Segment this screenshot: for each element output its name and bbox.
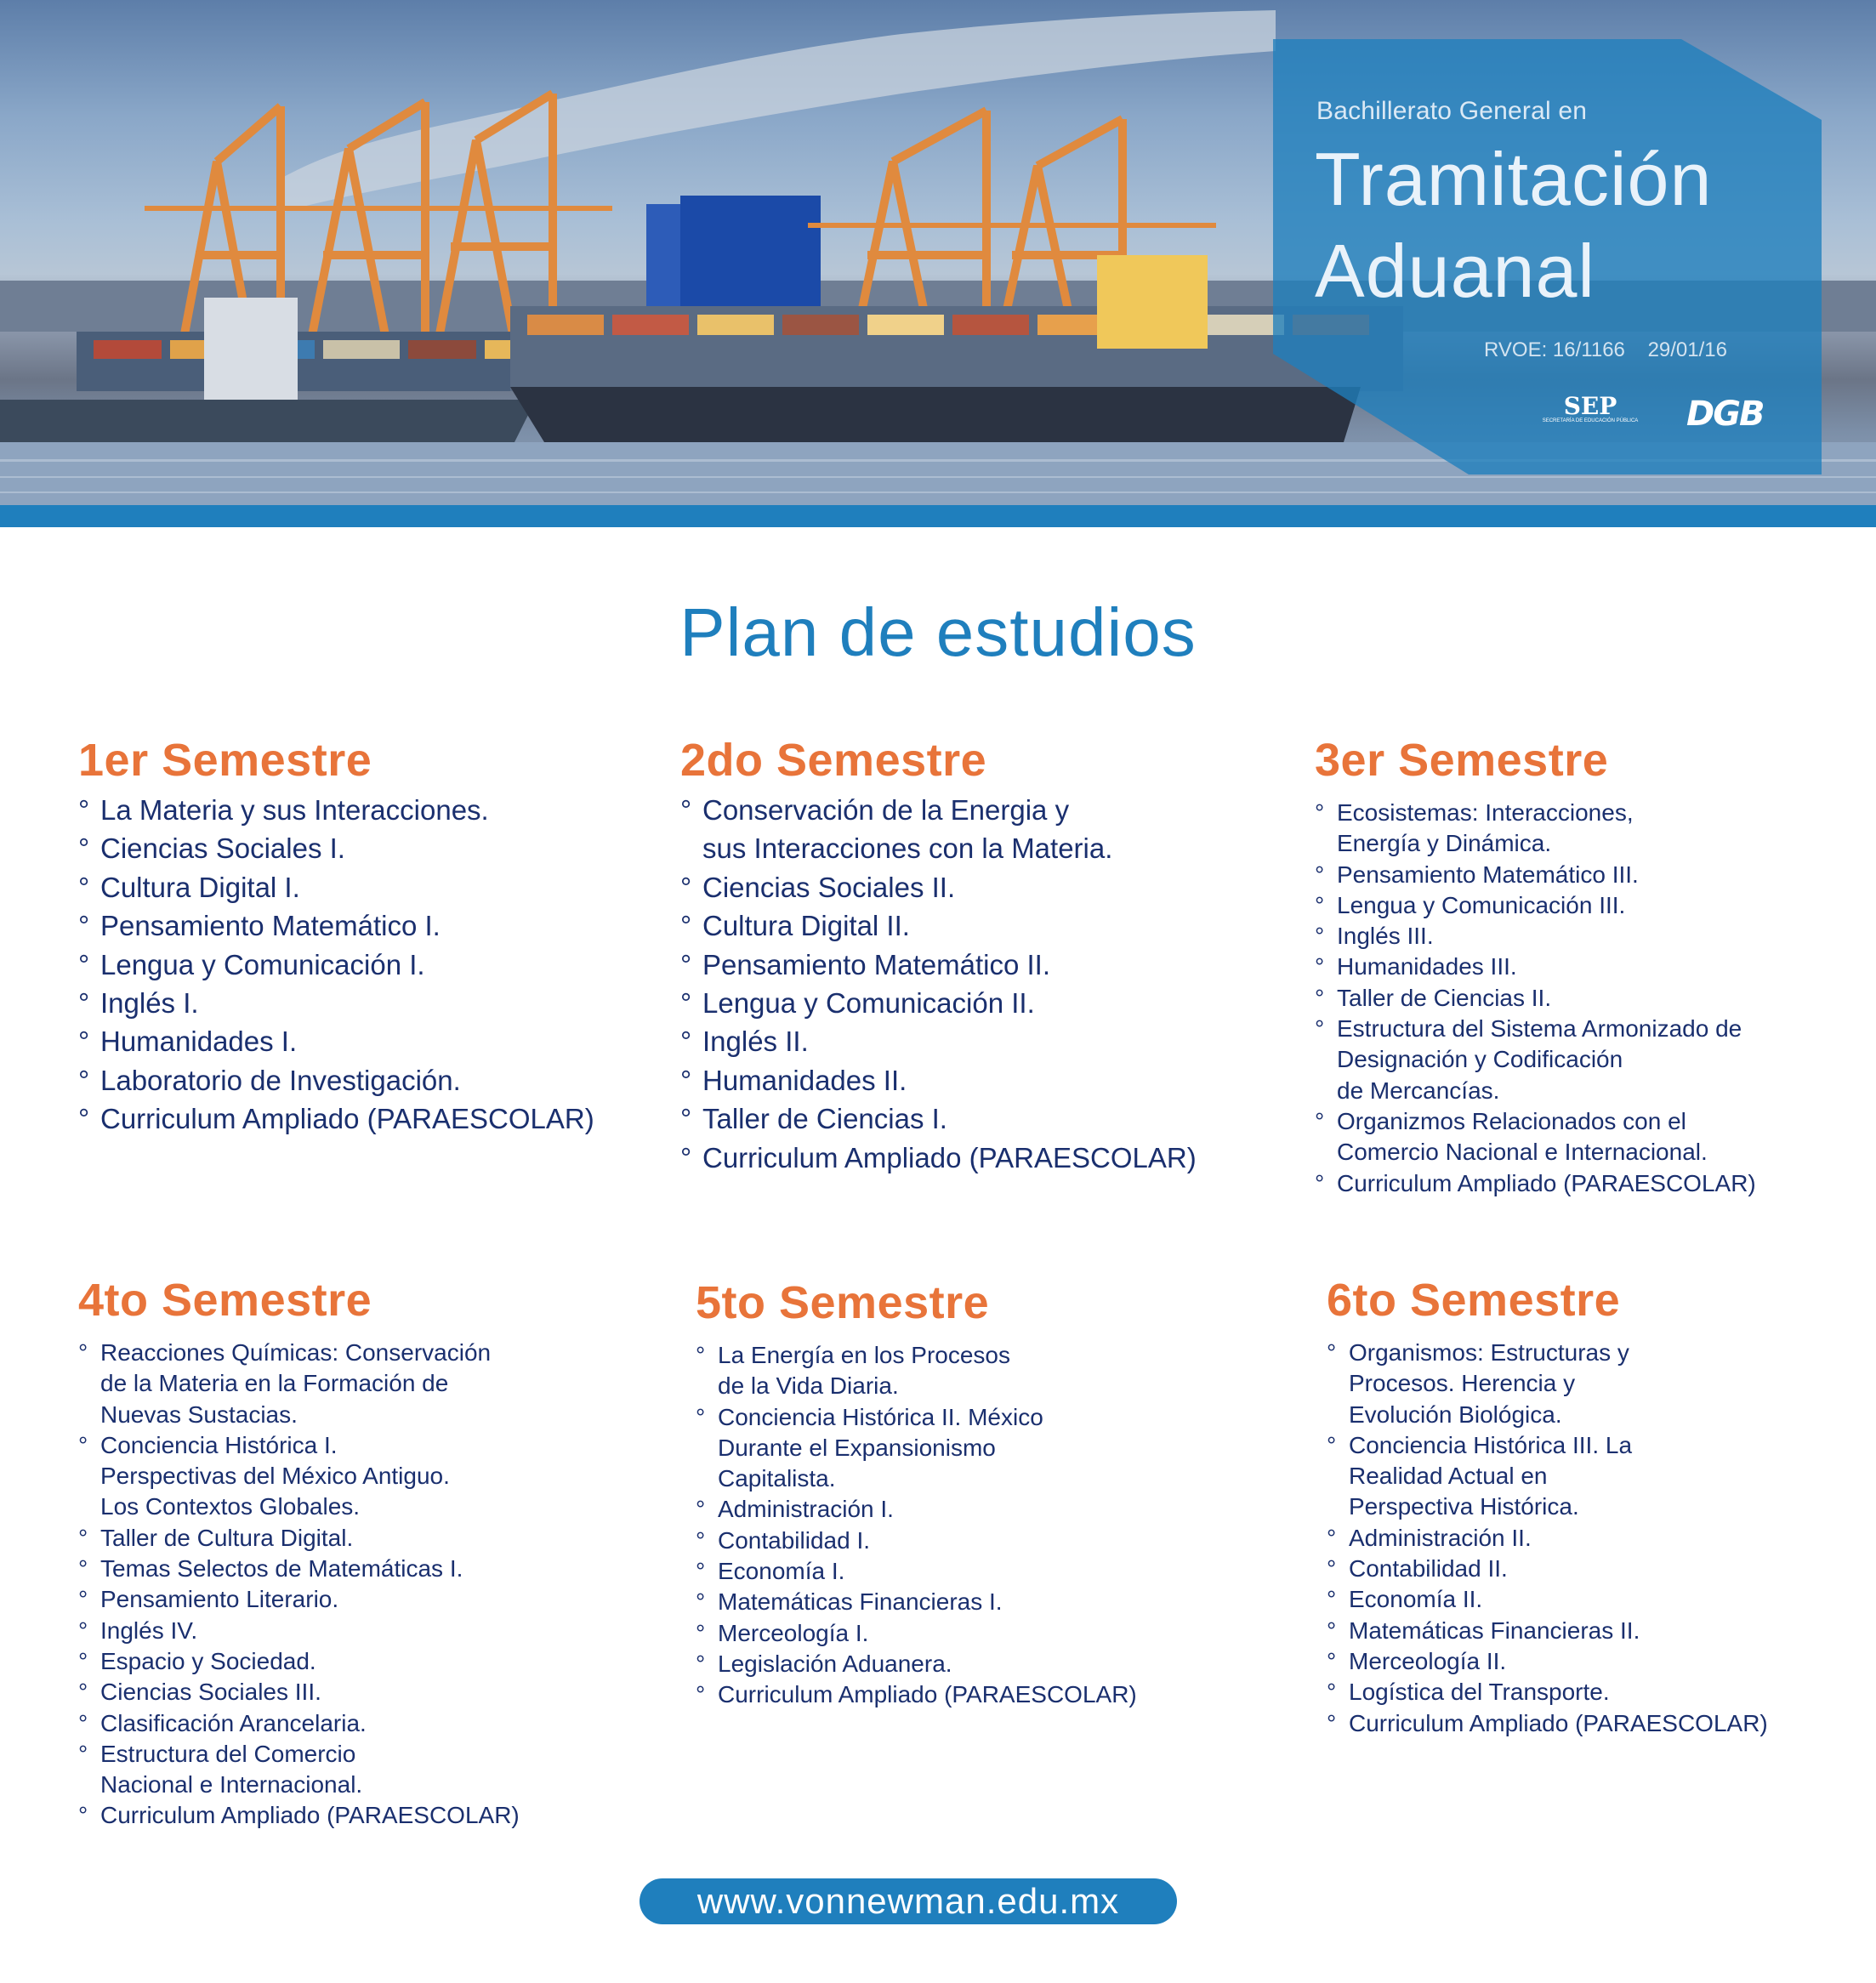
course-line: Energía y Dinámica. <box>1337 830 1552 857</box>
course-item <box>1327 1677 1768 1707</box>
bullet-icon: ° <box>680 1103 692 1135</box>
course-line: Inglés II. <box>702 1026 809 1058</box>
course-item <box>78 1584 520 1615</box>
course-line: Conciencia Histórica I. <box>100 1431 338 1458</box>
course-line: Matemáticas Financieras I. <box>718 1588 1003 1616</box>
course-item <box>1315 798 1756 860</box>
bullet-icon: ° <box>78 1617 88 1644</box>
course-item <box>1327 1616 1768 1646</box>
bullet-icon: ° <box>696 1526 706 1554</box>
bullet-icon: ° <box>1327 1524 1337 1551</box>
bullet-icon: ° <box>78 948 90 980</box>
course-line: Pensamiento Matemático I. <box>100 910 441 942</box>
bullet-icon: ° <box>78 1064 90 1096</box>
course-line: Reacciones Químicas: Conservación <box>100 1339 492 1366</box>
course-line: Cultura Digital I. <box>100 871 300 903</box>
course-line: Logística del Transporte. <box>1349 1679 1610 1706</box>
course-item <box>1327 1584 1768 1615</box>
course-line: Organismos: Estructuras y <box>1349 1339 1629 1366</box>
semester-3 <box>1315 733 1756 1199</box>
course-item <box>78 791 594 829</box>
course-line: Realidad Actual en <box>1349 1463 1548 1490</box>
bullet-icon: ° <box>1327 1555 1337 1582</box>
course-list <box>680 791 1197 1177</box>
course-line: Economía II. <box>1349 1586 1483 1613</box>
course-line: Ciencias Sociales II. <box>702 871 956 903</box>
bullet-icon: ° <box>1315 891 1325 918</box>
bullet-icon: ° <box>680 948 692 980</box>
course-item <box>78 1646 520 1677</box>
bullet-icon: ° <box>78 1679 88 1706</box>
bullet-icon: ° <box>696 1619 706 1646</box>
course-line: La Materia y sus Interacciones. <box>100 794 489 826</box>
semester-title: 1er Semestre <box>78 735 372 786</box>
course-line: Laboratorio de Investigación. <box>100 1064 461 1096</box>
course-line: Estructura del Sistema Armonizado de <box>1337 1015 1742 1043</box>
bullet-icon: ° <box>78 1709 88 1736</box>
bullet-icon: ° <box>1315 1015 1325 1043</box>
course-item <box>1327 1430 1768 1523</box>
course-line: Procesos. Herencia y <box>1349 1370 1576 1397</box>
semester-title: 2do Semestre <box>680 735 987 786</box>
bullet-icon: ° <box>78 832 90 865</box>
course-item <box>1315 1106 1756 1168</box>
course-item <box>78 1554 520 1584</box>
course-line: Durante el Expansionismo <box>718 1434 996 1461</box>
course-line: Economía I. <box>718 1558 845 1585</box>
course-item <box>680 1099 1197 1138</box>
course-item <box>78 1022 594 1060</box>
course-line: Designación y Codificación <box>1337 1046 1623 1073</box>
bullet-icon: ° <box>696 1588 706 1616</box>
course-item <box>680 984 1197 1022</box>
course-line: Ecosistemas: Interacciones, <box>1337 799 1634 826</box>
course-line: Nuevas Sustacias. <box>100 1401 298 1428</box>
bullet-icon: ° <box>696 1342 706 1368</box>
bullet-icon: ° <box>696 1681 706 1708</box>
course-line: La Energía en los Procesos <box>718 1342 1010 1368</box>
course-item <box>1327 1554 1768 1584</box>
header-banner <box>0 0 1876 527</box>
bullet-icon: ° <box>78 794 90 826</box>
bullet-icon: ° <box>680 1064 692 1096</box>
course-list <box>1315 798 1756 1199</box>
course-line: Lengua y Comunicación I. <box>100 948 425 980</box>
course-line: Pensamiento Matemático II. <box>702 948 1051 980</box>
course-item <box>696 1526 1137 1556</box>
semester-1 <box>78 733 594 1139</box>
course-line: Curriculum Ampliado (PARAESCOLAR) <box>1337 1169 1756 1196</box>
bullet-icon: ° <box>1315 953 1325 980</box>
course-line: Nacional e Internacional. <box>100 1771 363 1798</box>
course-item <box>78 1800 520 1831</box>
semester-5 <box>696 1276 1137 1711</box>
semester-title: 3er Semestre <box>1315 735 1609 786</box>
course-item <box>696 1340 1137 1402</box>
course-line: Cultura Digital II. <box>702 910 910 942</box>
course-item <box>680 1139 1197 1177</box>
bullet-icon: ° <box>1327 1617 1337 1644</box>
course-line: Taller de Ciencias I. <box>702 1103 947 1135</box>
bullet-icon: ° <box>1327 1339 1337 1366</box>
course-item <box>696 1587 1137 1617</box>
course-item <box>680 1061 1197 1099</box>
course-item <box>78 1061 594 1099</box>
website-link[interactable]: www.vonnewman.edu.mx <box>640 1878 1177 1924</box>
bullet-icon: ° <box>78 1524 88 1551</box>
course-line: Espacio y Sociedad. <box>100 1647 316 1674</box>
course-line: Conservación de la Energia y <box>702 794 1070 826</box>
course-list <box>78 791 594 1139</box>
bullet-icon: ° <box>1327 1647 1337 1674</box>
course-line: Taller de Cultura Digital. <box>100 1524 354 1551</box>
course-item <box>680 791 1197 868</box>
bullet-icon: ° <box>78 871 90 903</box>
course-item <box>78 946 594 984</box>
banner-stripe <box>0 505 1876 527</box>
course-line: Inglés I. <box>100 987 199 1020</box>
course-item <box>78 1739 520 1801</box>
course-item <box>1315 952 1756 982</box>
bullet-icon: ° <box>78 1026 90 1058</box>
course-line: Organizmos Relacionados con el <box>1337 1107 1686 1134</box>
bullet-icon: ° <box>680 987 692 1020</box>
course-item <box>680 946 1197 984</box>
dgb-logo: DGB <box>1686 395 1764 434</box>
course-line: Curriculum Ampliado (PARAESCOLAR) <box>1349 1709 1768 1736</box>
bullet-icon: ° <box>1327 1586 1337 1613</box>
course-item <box>680 1022 1197 1060</box>
bullet-icon: ° <box>696 1496 706 1523</box>
course-item <box>696 1618 1137 1649</box>
course-line: de Mercancías. <box>1337 1077 1500 1104</box>
bullet-icon: ° <box>696 1558 706 1585</box>
course-line: Perspectiva Histórica. <box>1349 1493 1579 1520</box>
course-line: Conciencia Histórica III. La <box>1349 1431 1633 1458</box>
course-line: Pensamiento Literario. <box>100 1586 339 1613</box>
bullet-icon: ° <box>1315 1169 1325 1196</box>
course-line: Capitalista. <box>718 1465 836 1492</box>
course-line: Curriculum Ampliado (PARAESCOLAR) <box>100 1103 594 1135</box>
bullet-icon: ° <box>78 1431 88 1458</box>
course-item <box>1327 1523 1768 1554</box>
course-line: Perspectivas del México Antiguo. <box>100 1463 450 1490</box>
bullet-icon: ° <box>78 1103 90 1135</box>
bullet-icon: ° <box>78 987 90 1020</box>
course-line: Contabilidad II. <box>1349 1555 1508 1582</box>
bullet-icon: ° <box>78 1740 88 1767</box>
course-line: Humanidades I. <box>100 1026 298 1058</box>
bullet-icon: ° <box>680 794 692 826</box>
course-list <box>696 1340 1137 1711</box>
course-line: Inglés IV. <box>100 1617 198 1644</box>
course-line: Evolución Biológica. <box>1349 1401 1562 1428</box>
course-item <box>1315 1168 1756 1199</box>
bullet-icon: ° <box>78 1647 88 1674</box>
bullet-icon: ° <box>1327 1679 1337 1706</box>
course-item <box>680 868 1197 906</box>
course-line: Temas Selectos de Matemáticas I. <box>100 1555 463 1582</box>
course-line: Curriculum Ampliado (PARAESCOLAR) <box>100 1802 520 1829</box>
semester-2 <box>680 733 1197 1177</box>
bullet-icon: ° <box>696 1650 706 1677</box>
course-line: Curriculum Ampliado (PARAESCOLAR) <box>702 1141 1197 1173</box>
bullet-icon: ° <box>680 910 692 942</box>
course-item <box>78 1677 520 1707</box>
course-item <box>696 1649 1137 1679</box>
course-line: Contabilidad I. <box>718 1526 871 1554</box>
program-title-line1: Tramitación <box>1315 137 1713 221</box>
sep-logo-text: SEP <box>1563 392 1617 420</box>
plan-title: Plan de estudios <box>679 594 1197 670</box>
course-item <box>78 1338 520 1430</box>
sep-logo-subtext: SECRETARÍA DE EDUCACIÓN PÚBLICA <box>1542 418 1639 423</box>
course-item <box>78 1708 520 1739</box>
bullet-icon: ° <box>78 1339 88 1366</box>
course-item <box>78 906 594 945</box>
course-item <box>1315 860 1756 890</box>
course-item <box>696 1556 1137 1587</box>
course-line: Estructura del Comercio <box>100 1740 356 1767</box>
course-line: Curriculum Ampliado (PARAESCOLAR) <box>718 1681 1137 1708</box>
program-title-line2: Aduanal <box>1315 229 1595 313</box>
course-item <box>680 906 1197 945</box>
course-line: Ciencias Sociales I. <box>100 832 345 865</box>
bullet-icon: ° <box>1315 984 1325 1011</box>
course-item <box>78 1616 520 1646</box>
semester-title: 4to Semestre <box>78 1275 372 1326</box>
course-line: Pensamiento Matemático III. <box>1337 861 1639 888</box>
course-item <box>78 1523 520 1554</box>
course-item <box>1315 983 1756 1014</box>
course-line: Los Contextos Globales. <box>100 1493 361 1520</box>
bullet-icon: ° <box>680 1141 692 1173</box>
course-line: de la Materia en la Formación de <box>100 1370 449 1397</box>
course-item <box>696 1679 1137 1710</box>
course-line: Legislación Aduanera. <box>718 1650 952 1677</box>
course-line: sus Interacciones con la Materia. <box>702 832 1113 865</box>
course-line: Merceología II. <box>1349 1647 1507 1674</box>
sep-logo <box>1539 392 1641 424</box>
bullet-icon: ° <box>1315 861 1325 888</box>
course-list <box>1327 1338 1768 1739</box>
course-item <box>1327 1708 1768 1739</box>
course-line: Taller de Ciencias II. <box>1337 984 1552 1011</box>
course-line: Merceología I. <box>718 1619 869 1646</box>
bullet-icon: ° <box>680 1026 692 1058</box>
course-item <box>78 868 594 906</box>
bullet-icon: ° <box>1327 1431 1337 1458</box>
bullet-icon: ° <box>1315 799 1325 826</box>
course-list <box>78 1338 520 1832</box>
course-line: de la Vida Diaria. <box>718 1372 899 1400</box>
course-item <box>78 984 594 1022</box>
bullet-icon: ° <box>78 910 90 942</box>
bullet-icon: ° <box>696 1403 706 1430</box>
course-item <box>78 1099 594 1138</box>
course-line: Administración I. <box>718 1496 894 1523</box>
bullet-icon: ° <box>680 871 692 903</box>
course-item <box>696 1494 1137 1525</box>
course-item <box>78 1430 520 1523</box>
course-line: Inglés III. <box>1337 923 1434 950</box>
course-item <box>1327 1338 1768 1430</box>
course-item <box>1315 921 1756 952</box>
course-line: Humanidades II. <box>702 1064 907 1096</box>
course-line: Administración II. <box>1349 1524 1532 1551</box>
course-item <box>696 1402 1137 1495</box>
course-line: Matemáticas Financieras II. <box>1349 1617 1640 1644</box>
bullet-icon: ° <box>78 1802 88 1829</box>
course-line: Humanidades III. <box>1337 953 1517 980</box>
course-item <box>1315 890 1756 921</box>
bullet-icon: ° <box>1327 1709 1337 1736</box>
course-item <box>1315 1014 1756 1106</box>
semester-4 <box>78 1273 520 1832</box>
bullet-icon: ° <box>78 1586 88 1613</box>
course-line: Comercio Nacional e Internacional. <box>1337 1139 1708 1166</box>
course-line: Lengua y Comunicación III. <box>1337 891 1626 918</box>
semester-6 <box>1327 1273 1768 1739</box>
course-line: Ciencias Sociales III. <box>100 1679 321 1706</box>
course-line: Clasificación Arancelaria. <box>100 1709 367 1736</box>
semester-title: 6to Semestre <box>1327 1275 1621 1326</box>
program-subtitle: Bachillerato General en <box>1316 97 1588 125</box>
bullet-icon: ° <box>78 1555 88 1582</box>
course-item <box>1327 1646 1768 1677</box>
bullet-icon: ° <box>1315 1107 1325 1134</box>
rvoe-code: RVOE: 16/1166 29/01/16 <box>1484 338 1727 361</box>
bullet-icon: ° <box>1315 923 1325 950</box>
course-line: Conciencia Histórica II. México <box>718 1403 1043 1430</box>
semester-title: 5to Semestre <box>696 1277 990 1328</box>
course-item <box>78 829 594 867</box>
course-line: Lengua y Comunicación II. <box>702 987 1035 1020</box>
